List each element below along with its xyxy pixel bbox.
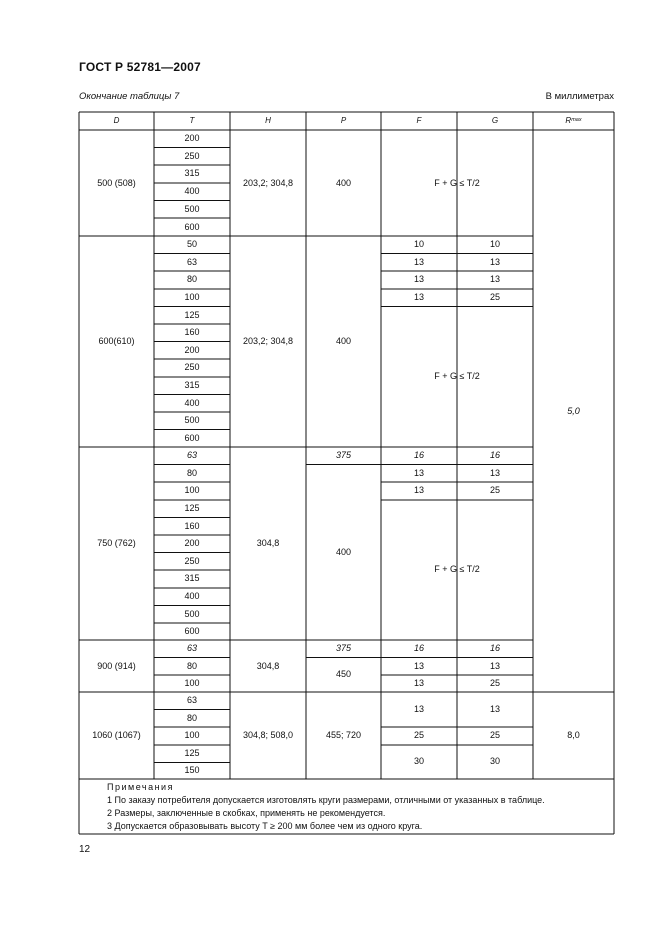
header-r-subscript: max (571, 117, 582, 124)
f-cell: 16 (413, 643, 424, 654)
t-cell: 600 (184, 221, 200, 232)
g-cell: 13 (489, 274, 500, 285)
t-cell: 100 (184, 292, 200, 303)
f-cell: 13 (413, 292, 424, 303)
f-cell: 30 (413, 756, 424, 767)
g-cell: 13 (489, 467, 500, 478)
g-cell: 13 (489, 256, 500, 267)
t-cell: 125 (184, 309, 200, 320)
h-cell: 304,8 (256, 660, 280, 671)
header-d: D (113, 116, 120, 125)
h-cell: 203,2; 304,8 (242, 177, 294, 188)
p-cell: 400 (335, 177, 352, 188)
f-cell: 13 (413, 274, 424, 285)
t-cell: 63 (186, 695, 197, 706)
f-cell: 10 (413, 239, 424, 250)
g-cell: 30 (489, 756, 500, 767)
t-cell: 400 (184, 591, 200, 602)
r-cell: 8,0 (567, 730, 580, 740)
h-cell: 203,2; 304,8 (242, 336, 294, 346)
t-cell: 160 (184, 327, 200, 338)
f-cell: 16 (413, 450, 424, 461)
t-cell: 250 (184, 362, 200, 373)
t-cell: 200 (184, 538, 200, 549)
header-f: F (416, 116, 422, 125)
t-cell: 63 (186, 643, 197, 654)
d-cell: 600(610) (98, 336, 135, 346)
t-cell: 250 (184, 555, 200, 566)
note-item: 2 Размеры, заключенные в скобках, применять не рекомендуется. (107, 808, 386, 818)
t-cell: 500 (184, 608, 200, 619)
f-cell: 13 (413, 467, 424, 478)
note-item: 1 По заказу потребителя допускается изготовлять круги размерами, отличными от указанных в таблице. (107, 795, 545, 805)
d-cell: 900 (914) (97, 660, 136, 671)
page-number: 12 (79, 844, 91, 855)
f-cell: 13 (413, 485, 424, 496)
p-cell: 375 (335, 450, 352, 461)
t-cell: 200 (184, 133, 200, 144)
g-cell: 25 (489, 730, 500, 741)
g-cell: 25 (489, 292, 500, 303)
h-cell: 304,8; 508,0 (242, 730, 294, 740)
t-cell: 150 (184, 765, 200, 776)
header-p: P (340, 116, 347, 125)
units-caption: В миллиметрах (545, 91, 614, 102)
d-cell: 1060 (1067) (92, 730, 141, 740)
t-cell: 80 (186, 467, 197, 478)
g-cell: 16 (489, 450, 500, 461)
p-cell: 400 (335, 546, 352, 557)
fg-formula: F + G ≤ T/2 (434, 371, 480, 382)
t-cell: 100 (184, 730, 200, 741)
t-cell: 400 (184, 186, 200, 197)
t-cell: 100 (184, 678, 200, 689)
t-cell: 200 (184, 344, 200, 355)
t-cell: 80 (186, 274, 197, 285)
fg-formula: F + G ≤ T/2 (434, 177, 480, 188)
h-cell: 304,8 (256, 538, 280, 548)
t-cell: 63 (186, 450, 197, 461)
header-h: H (265, 116, 271, 125)
t-cell: 50 (186, 239, 197, 250)
header-t: T (189, 116, 195, 125)
g-cell: 10 (489, 239, 500, 250)
d-cell: 500 (508) (97, 177, 136, 188)
t-cell: 250 (184, 150, 200, 161)
g-cell: 25 (489, 485, 500, 496)
t-cell: 125 (184, 503, 200, 514)
t-cell: 100 (184, 485, 200, 496)
t-cell: 315 (184, 168, 200, 179)
t-cell: 600 (184, 432, 200, 443)
fg-formula: F + G ≤ T/2 (434, 564, 480, 575)
t-cell: 80 (186, 660, 197, 671)
f-cell: 25 (413, 730, 424, 741)
t-cell: 400 (184, 397, 200, 408)
t-cell: 500 (184, 203, 200, 214)
g-cell: 13 (489, 660, 500, 671)
t-cell: 160 (184, 520, 200, 531)
notes-block (107, 781, 545, 833)
f-cell: 13 (413, 678, 424, 689)
f-cell: 13 (413, 256, 424, 267)
t-cell: 600 (184, 626, 200, 636)
notes-title: Примечания (107, 782, 174, 792)
t-cell: 500 (184, 415, 200, 426)
g-cell: 25 (489, 678, 500, 689)
t-cell: 63 (186, 256, 197, 267)
f-cell: 13 (413, 660, 424, 671)
f-cell: 13 (413, 704, 424, 715)
g-cell: 13 (489, 704, 500, 715)
header-g: G (491, 116, 499, 125)
t-cell: 125 (184, 748, 200, 759)
t-cell: 315 (184, 380, 200, 391)
t-cell: 80 (186, 712, 197, 723)
d-cell: 750 (762) (97, 538, 136, 548)
p-cell: 455; 720 (325, 730, 362, 740)
table-caption: Окончание таблицы 7 (79, 91, 180, 102)
t-cell: 315 (184, 573, 200, 584)
g-cell: 16 (489, 643, 500, 654)
header-r: R max (565, 116, 582, 125)
p-cell: 375 (335, 643, 352, 654)
p-cell: 400 (335, 336, 352, 346)
standard-title: ГОСТ Р 52781—2007 (79, 60, 201, 74)
p-cell: 450 (335, 669, 352, 680)
r-cell: 5,0 (567, 405, 580, 416)
note-item: 3 Допускается образовывать высоту T ≥ 200 мм более чем из одного круга. (107, 821, 423, 831)
